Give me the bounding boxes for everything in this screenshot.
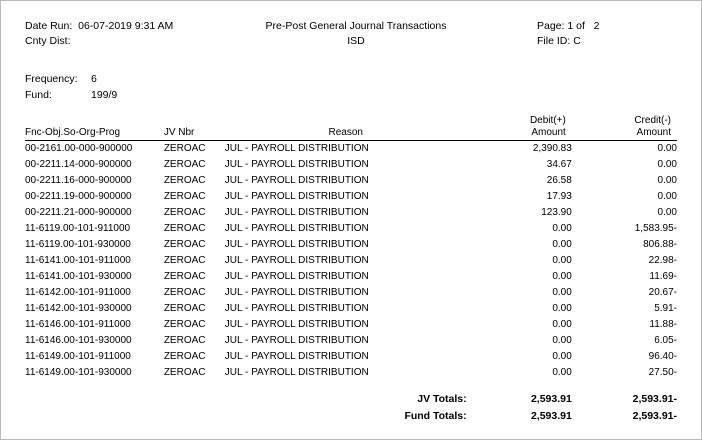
cell-jv-nbr: ZEROAC bbox=[163, 303, 206, 314]
cell-account: 11-6142.00-101-930000 bbox=[25, 303, 132, 314]
cell-credit: 11.88- bbox=[649, 319, 677, 330]
cell-reason: JUL - PAYROLL DISTRIBUTION bbox=[224, 143, 369, 154]
cell-credit: 22.98- bbox=[648, 255, 677, 266]
col-header-reason-label: Reason bbox=[328, 127, 363, 138]
header-right-block bbox=[487, 19, 677, 49]
cell-reason: JUL - PAYROLL DISTRIBUTION bbox=[224, 319, 369, 330]
cell-credit: 11.69- bbox=[649, 271, 677, 282]
col-header-credit bbox=[572, 115, 677, 141]
report-header bbox=[25, 19, 677, 49]
cell-debit: 26.58 bbox=[546, 175, 572, 186]
table-row bbox=[25, 301, 677, 317]
col-header-account-label: Fnc-Obj.So-Org-Prog bbox=[25, 127, 121, 138]
totals-label: Fund Totals: bbox=[404, 410, 467, 422]
cell-credit: 0.00 bbox=[657, 207, 677, 218]
cell-account: 00-2161.00-000-900000 bbox=[25, 143, 133, 154]
cell-jv-nbr: ZEROAC bbox=[163, 319, 206, 330]
frequency-label: Frequency: bbox=[25, 73, 78, 85]
page-label: Page: bbox=[537, 20, 565, 32]
frequency-value: 6 bbox=[91, 73, 97, 85]
cell-debit: 0.00 bbox=[552, 271, 572, 282]
cell-account: 00-2211.19-000-900000 bbox=[25, 191, 132, 202]
cell-reason: JUL - PAYROLL DISTRIBUTION bbox=[224, 303, 369, 314]
totals-row bbox=[25, 391, 677, 408]
cell-debit: 0.00 bbox=[552, 319, 572, 330]
cell-debit: 0.00 bbox=[552, 239, 572, 250]
cell-account: 11-6119.00-101-930000 bbox=[25, 239, 131, 250]
totals-table bbox=[25, 391, 677, 425]
report-title: Pre-Post General Journal Transactions bbox=[265, 20, 447, 32]
totals-section bbox=[25, 391, 677, 425]
cell-jv-nbr: ZEROAC bbox=[163, 271, 206, 282]
cell-account: 11-6141.00-101-911000 bbox=[25, 255, 131, 266]
table-header-row bbox=[25, 115, 677, 141]
totals-debit: 2,593.91 bbox=[530, 393, 572, 405]
frequency-row bbox=[25, 71, 677, 87]
totals-credit: 2,593.91- bbox=[632, 410, 677, 422]
cell-jv-nbr: ZEROAC bbox=[163, 239, 206, 250]
page-value: 1 of 2 bbox=[567, 20, 600, 32]
cell-jv-nbr: ZEROAC bbox=[163, 335, 206, 346]
table-row bbox=[25, 317, 677, 333]
cell-reason: JUL - PAYROLL DISTRIBUTION bbox=[224, 159, 369, 170]
cell-jv-nbr: ZEROAC bbox=[163, 223, 206, 234]
report-meta bbox=[25, 71, 677, 103]
totals-debit: 2,593.91 bbox=[530, 410, 572, 422]
table-row bbox=[25, 173, 677, 189]
totals-credit: 2,593.91- bbox=[632, 393, 677, 405]
cell-account: 00-2211.14-000-900000 bbox=[25, 159, 132, 170]
cell-debit: 17.93 bbox=[546, 191, 572, 202]
cell-debit: 0.00 bbox=[552, 287, 572, 298]
cell-account: 11-6149.00-101-930000 bbox=[25, 367, 132, 378]
cell-account: 11-6146.00-101-930000 bbox=[25, 335, 132, 346]
cnty-dist-label: Cnty Dist: bbox=[25, 35, 71, 47]
cell-credit: 1,583.95- bbox=[634, 223, 677, 234]
cell-reason: JUL - PAYROLL DISTRIBUTION bbox=[224, 207, 369, 218]
cell-debit: 2,390.83 bbox=[532, 143, 572, 154]
table-row bbox=[25, 237, 677, 253]
table-row bbox=[25, 141, 677, 158]
cell-reason: JUL - PAYROLL DISTRIBUTION bbox=[224, 175, 369, 186]
cell-jv-nbr: ZEROAC bbox=[163, 143, 206, 154]
table-row bbox=[25, 205, 677, 221]
cell-account: 11-6142.00-101-911000 bbox=[25, 287, 131, 298]
cell-jv-nbr: ZEROAC bbox=[163, 159, 206, 170]
cell-reason: JUL - PAYROLL DISTRIBUTION bbox=[224, 271, 369, 282]
totals-label: JV Totals: bbox=[417, 393, 467, 405]
cell-credit: 6.05- bbox=[654, 335, 677, 346]
totals-spacer bbox=[25, 408, 164, 425]
cell-reason: JUL - PAYROLL DISTRIBUTION bbox=[224, 255, 369, 266]
cell-jv-nbr: ZEROAC bbox=[163, 255, 206, 266]
col-header-credit-line1: Credit(-) bbox=[634, 115, 671, 126]
col-header-jv bbox=[164, 115, 225, 141]
cell-reason: JUL - PAYROLL DISTRIBUTION bbox=[224, 367, 369, 378]
cell-credit: 0.00 bbox=[657, 191, 677, 202]
cell-reason: JUL - PAYROLL DISTRIBUTION bbox=[224, 223, 369, 234]
cell-jv-nbr: ZEROAC bbox=[163, 191, 206, 202]
date-run-label: Date Run: bbox=[25, 20, 73, 32]
header-left-block bbox=[25, 19, 225, 49]
cell-credit: 27.50- bbox=[648, 367, 677, 378]
date-run-line bbox=[25, 19, 225, 34]
cell-debit: 0.00 bbox=[552, 351, 572, 362]
totals-row bbox=[25, 408, 677, 425]
col-header-debit-line1: Debit(+) bbox=[529, 115, 566, 126]
cell-account: 11-6141.00-101-930000 bbox=[25, 271, 132, 282]
page-line bbox=[537, 19, 677, 34]
table-row bbox=[25, 157, 677, 173]
cell-reason: JUL - PAYROLL DISTRIBUTION bbox=[224, 239, 369, 250]
transactions-table-wrap bbox=[25, 115, 677, 381]
table-head bbox=[25, 115, 677, 141]
cell-credit: 0.00 bbox=[657, 143, 677, 154]
file-id-line bbox=[537, 34, 677, 49]
cell-jv-nbr: ZEROAC bbox=[163, 207, 206, 218]
cell-credit: 0.00 bbox=[657, 159, 677, 170]
cell-account: 00-2211.16-000-900000 bbox=[25, 175, 132, 186]
col-header-debit bbox=[467, 115, 572, 141]
cell-credit: 96.40- bbox=[648, 351, 677, 362]
table-row bbox=[25, 365, 677, 381]
col-header-jv-label: JV Nbr bbox=[163, 127, 195, 138]
cell-reason: JUL - PAYROLL DISTRIBUTION bbox=[224, 287, 369, 298]
fund-row bbox=[25, 87, 677, 103]
totals-spacer bbox=[164, 391, 225, 408]
table-row bbox=[25, 253, 677, 269]
col-header-account bbox=[25, 115, 164, 141]
cell-debit: 123.90 bbox=[541, 207, 572, 218]
table-row bbox=[25, 285, 677, 301]
cell-debit: 0.00 bbox=[552, 335, 572, 346]
cell-reason: JUL - PAYROLL DISTRIBUTION bbox=[224, 335, 369, 346]
table-row bbox=[25, 333, 677, 349]
cell-reason: JUL - PAYROLL DISTRIBUTION bbox=[224, 351, 369, 362]
cell-jv-nbr: ZEROAC bbox=[163, 287, 206, 298]
date-run-value: 06-07-2019 9:31 AM bbox=[78, 20, 174, 32]
cell-account: 11-6149.00-101-911000 bbox=[25, 351, 131, 362]
col-header-reason bbox=[225, 115, 467, 141]
cell-credit: 20.67- bbox=[648, 287, 677, 298]
cell-debit: 0.00 bbox=[552, 223, 572, 234]
file-id-value: C bbox=[573, 35, 581, 47]
cell-credit: 806.88- bbox=[643, 239, 677, 250]
col-header-debit-line2: Amount bbox=[531, 127, 566, 138]
cell-credit: 0.00 bbox=[657, 175, 677, 186]
col-header-credit-line2: Amount bbox=[636, 127, 671, 138]
transactions-table bbox=[25, 115, 677, 381]
file-id-label: File ID: bbox=[537, 35, 571, 47]
cell-account: 11-6119.00-101-911000 bbox=[25, 223, 131, 234]
cell-jv-nbr: ZEROAC bbox=[163, 367, 206, 378]
cell-account: 00-2211.21-000-900000 bbox=[25, 207, 132, 218]
cell-debit: 34.67 bbox=[546, 159, 572, 170]
cell-credit: 5.91- bbox=[654, 303, 677, 314]
fund-value: 199/9 bbox=[91, 89, 118, 101]
cell-debit: 0.00 bbox=[552, 303, 572, 314]
report-subtitle: ISD bbox=[347, 35, 365, 47]
cell-reason: JUL - PAYROLL DISTRIBUTION bbox=[224, 191, 369, 202]
table-row bbox=[25, 221, 677, 237]
cnty-dist-line bbox=[25, 34, 225, 49]
totals-spacer bbox=[164, 408, 225, 425]
table-row bbox=[25, 269, 677, 285]
table-row bbox=[25, 349, 677, 365]
cell-debit: 0.00 bbox=[552, 255, 572, 266]
fund-label: Fund: bbox=[25, 89, 52, 101]
totals-spacer bbox=[25, 391, 164, 408]
cell-jv-nbr: ZEROAC bbox=[163, 175, 206, 186]
table-row bbox=[25, 189, 677, 205]
table-body bbox=[25, 141, 677, 382]
header-title-block bbox=[225, 19, 487, 49]
cell-debit: 0.00 bbox=[552, 367, 572, 378]
cell-account: 11-6146.00-101-911000 bbox=[25, 319, 131, 330]
cell-jv-nbr: ZEROAC bbox=[163, 351, 206, 362]
